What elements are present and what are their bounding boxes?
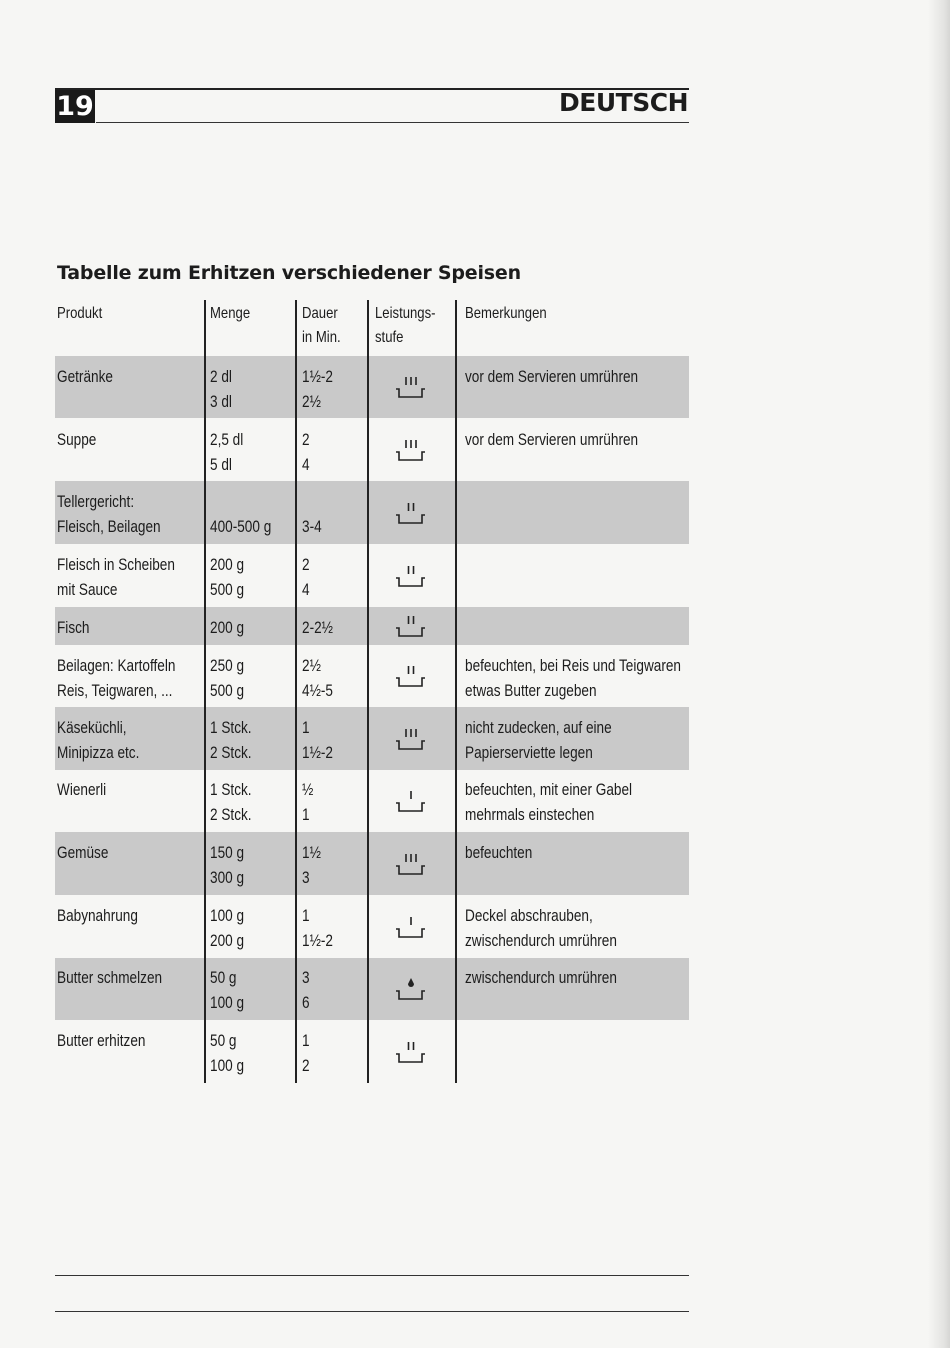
cell-dauer: [302, 490, 322, 539]
cell-line: mit Sauce: [57, 579, 118, 599]
power-level-icon: [391, 495, 431, 531]
header-underline: [96, 122, 689, 123]
cell-produkt: [57, 778, 106, 803]
cell-line: 4: [302, 454, 310, 474]
cell-line: 3 dl: [210, 391, 232, 411]
power-level-icon: [391, 783, 431, 819]
cell-line: 2½: [302, 391, 321, 411]
cell-line: 2 dl: [210, 367, 232, 386]
cell-menge: [210, 428, 243, 477]
cell-produkt: [57, 904, 138, 929]
dish-outline: [396, 628, 425, 636]
cell-line: 2: [302, 555, 310, 574]
cell-dauer: [302, 904, 333, 953]
cell-line: Papierserviette legen: [465, 742, 593, 762]
cell-line: Käseküchli,: [57, 718, 127, 737]
cell-line: nicht zudecken, auf eine: [465, 718, 612, 737]
power-level-icon: [391, 846, 431, 882]
cell-dauer: [302, 428, 310, 477]
cell-menge: [210, 841, 244, 890]
cell-line: zwischendurch umrühren: [465, 930, 617, 950]
power-level-glyph: [391, 432, 431, 468]
footer-rule-1: [55, 1275, 689, 1276]
cell-line: 2½: [302, 656, 321, 675]
cell-bemerkungen: [465, 654, 681, 703]
cell-dauer: [302, 841, 321, 890]
cell-produkt: [57, 490, 161, 539]
power-level-icon: [391, 432, 431, 468]
cell-produkt: [57, 841, 108, 866]
power-level-icon: [391, 1034, 431, 1070]
column-header-menge: Menge: [210, 305, 251, 322]
cell-line: 1½-2: [302, 742, 333, 762]
cell-line: 150 g: [210, 843, 245, 862]
cell-line: 3: [302, 867, 310, 887]
power-level-glyph: [391, 971, 431, 1007]
cell-line: Suppe: [57, 430, 97, 449]
power-level-glyph: [391, 608, 431, 644]
page-edge-shadow: [928, 0, 950, 1348]
cell-menge: [210, 654, 244, 703]
cell-produkt: [57, 365, 113, 390]
cell-line: 500 g: [210, 680, 245, 700]
power-level-glyph: [391, 369, 431, 405]
power-level-icon: [391, 608, 431, 644]
dish-outline: [396, 389, 425, 397]
cell-dauer: [302, 365, 333, 414]
cell-menge: [210, 716, 252, 765]
cell-dauer: [302, 778, 313, 827]
dish-outline: [396, 578, 425, 586]
cell-line: 1½-2: [302, 367, 333, 386]
cell-line: befeuchten: [465, 843, 533, 862]
cell-line: zwischendurch umrühren: [465, 968, 617, 987]
power-level-icon: [391, 558, 431, 594]
language-heading: DEUTSCH: [559, 88, 688, 117]
cell-line: 100 g: [210, 906, 245, 925]
power-level-glyph: [391, 783, 431, 819]
power-level-icon: [391, 971, 431, 1007]
power-level-icon: [391, 721, 431, 757]
cell-line: 5 dl: [210, 454, 232, 474]
cell-line: Deckel abschrauben,: [465, 906, 593, 925]
cell-menge: [210, 1029, 244, 1078]
column-divider: [367, 300, 369, 1083]
cell-line: Reis, Teigwaren, ...: [57, 680, 173, 700]
cell-menge: [210, 966, 244, 1015]
cell-line: Beilagen: Kartoffeln: [57, 656, 176, 675]
cell-bemerkungen: [465, 428, 638, 453]
cell-menge: [210, 553, 244, 602]
cell-bemerkungen: [465, 841, 532, 866]
cell-produkt: [57, 553, 175, 602]
cell-line: Getränke: [57, 367, 113, 386]
cell-line: 2-2½: [302, 618, 333, 637]
cell-produkt: [57, 716, 139, 765]
cell-line: 100 g: [210, 1055, 245, 1075]
cell-line: 1: [302, 906, 310, 925]
power-level-glyph: [391, 721, 431, 757]
cell-line: vor dem Servieren umrühren: [465, 367, 639, 386]
cell-dauer: [302, 1029, 310, 1078]
cell-bemerkungen: [465, 966, 617, 991]
cell-line: 1: [302, 804, 310, 824]
dish-outline: [396, 929, 425, 937]
cell-menge: [210, 490, 271, 539]
cell-menge: [210, 365, 232, 414]
cell-dauer: [302, 966, 310, 1015]
dish-outline: [396, 515, 425, 523]
power-level-glyph: [391, 658, 431, 694]
power-level-glyph: [391, 558, 431, 594]
cell-dauer: [302, 654, 333, 703]
cell-dauer: [302, 616, 333, 641]
cell-line: 100 g: [210, 992, 245, 1012]
dish-outline: [396, 452, 425, 460]
cell-line: Tellergericht:: [57, 492, 135, 511]
cell-line: [302, 490, 322, 515]
cell-line: Fleisch in Scheiben: [57, 555, 175, 574]
cell-line: Babynahrung: [57, 906, 138, 925]
dish-outline: [396, 866, 425, 874]
column-divider: [295, 300, 297, 1083]
cell-bemerkungen: [465, 365, 638, 390]
cell-line: 2 Stck.: [210, 804, 252, 824]
cell-line: mehrmals einstechen: [465, 804, 595, 824]
dish-outline: [396, 1054, 425, 1062]
cell-line: 50 g: [210, 1031, 237, 1050]
cell-line: 50 g: [210, 968, 237, 987]
table-title: Tabelle zum Erhitzen verschiedener Speisen: [57, 262, 521, 284]
cell-line: 250 g: [210, 656, 245, 675]
cell-line: 1 Stck.: [210, 780, 252, 799]
cell-dauer: [302, 553, 310, 602]
cell-line: 200 g: [210, 618, 245, 637]
cell-line: 3: [302, 968, 310, 987]
cell-line: 400-500 g: [210, 516, 272, 536]
column-header-dauer: Dauer in Min.: [302, 305, 341, 346]
cell-line: 1: [302, 718, 310, 737]
dish-outline: [396, 678, 425, 686]
column-divider: [455, 300, 457, 1083]
cell-menge: [210, 778, 252, 827]
power-level-glyph: [391, 846, 431, 882]
cell-bemerkungen: [465, 904, 617, 953]
cell-produkt: [57, 616, 90, 641]
column-header-stufe: Leistungs- stufe: [375, 305, 436, 346]
cell-line: befeuchten, bei Reis und Teigwaren: [465, 656, 681, 675]
dish-outline: [396, 803, 425, 811]
cell-line: 2,5 dl: [210, 430, 244, 449]
cell-line: 1 Stck.: [210, 718, 252, 737]
cell-menge: [210, 904, 244, 953]
column-header-bemerkungen: Bemerkungen: [465, 305, 547, 322]
cell-line: 2: [302, 430, 310, 449]
cell-line: etwas Butter zugeben: [465, 680, 597, 700]
cell-line: befeuchten, mit einer Gabel: [465, 780, 633, 799]
cell-line: 1: [302, 1031, 310, 1050]
cell-line: 300 g: [210, 867, 245, 887]
cell-line: 4½-5: [302, 680, 333, 700]
page-number: 19: [56, 91, 94, 122]
cell-line: 1½-2: [302, 930, 333, 950]
dish-outline: [396, 741, 425, 749]
table-row-band: [55, 607, 689, 645]
cell-line: 3-4: [302, 516, 322, 536]
cell-line: Fisch: [57, 618, 90, 637]
cell-line: 1½: [302, 843, 321, 862]
column-header-produkt: Produkt: [57, 305, 103, 322]
cell-produkt: [57, 1029, 145, 1054]
cell-menge: [210, 616, 244, 641]
cell-line: Fleisch, Beilagen: [57, 516, 161, 536]
cell-line: Wienerli: [57, 780, 107, 799]
drop-mark: [408, 978, 414, 987]
cell-produkt: [57, 654, 175, 703]
power-level-icon: [391, 658, 431, 694]
power-level-glyph: [391, 909, 431, 945]
cell-line: 4: [302, 579, 310, 599]
cell-line: [210, 490, 271, 515]
cell-line: Butter erhitzen: [57, 1031, 146, 1050]
cell-line: Butter schmelzen: [57, 968, 163, 987]
power-level-glyph: [391, 1034, 431, 1070]
cell-line: Minipizza etc.: [57, 742, 140, 762]
cell-line: 200 g: [210, 555, 245, 574]
cell-bemerkungen: [465, 778, 632, 827]
power-level-glyph: [391, 495, 431, 531]
power-level-icon: [391, 369, 431, 405]
cell-produkt: [57, 966, 162, 991]
cell-line: 2 Stck.: [210, 742, 252, 762]
cell-line: vor dem Servieren umrühren: [465, 430, 639, 449]
cell-line: 500 g: [210, 579, 245, 599]
cell-line: 2: [302, 1055, 310, 1075]
column-divider: [204, 300, 206, 1083]
cell-bemerkungen: [465, 716, 612, 765]
cell-line: Gemüse: [57, 843, 109, 862]
footer-rule-2: [55, 1311, 689, 1312]
table-row-band: [55, 832, 689, 895]
cell-line: 6: [302, 992, 310, 1012]
cell-line: 200 g: [210, 930, 245, 950]
dish-outline: [396, 991, 425, 999]
cell-produkt: [57, 428, 96, 453]
cell-line: ½: [302, 780, 314, 799]
cell-dauer: [302, 716, 333, 765]
power-level-icon: [391, 909, 431, 945]
